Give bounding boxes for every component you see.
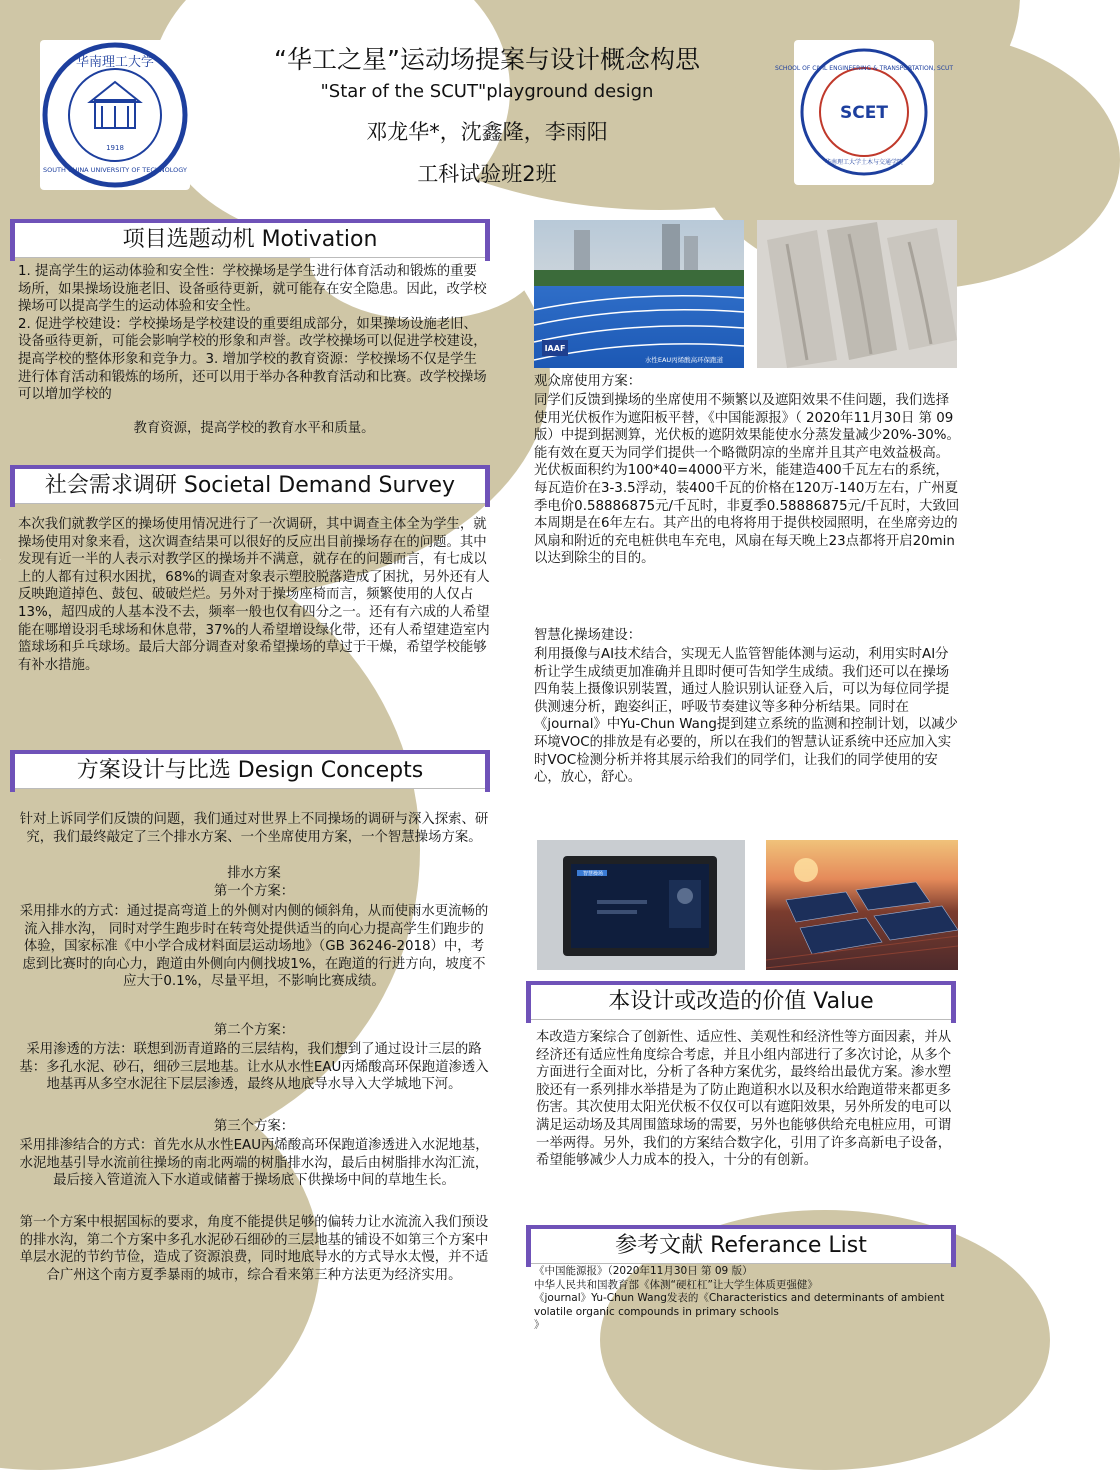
reference-item: 《journal》Yu-Chun Wang发表的《Characteristics and determinants of ambient volatile organic compounds in primary schools: [534, 1292, 945, 1318]
drain-title: 排水方案: [227, 866, 281, 881]
references-heading-text: 参考文献 Referance List: [615, 1233, 867, 1258]
heading-accent-left: [526, 1225, 531, 1267]
scet-emblem-icon: [774, 40, 954, 185]
heading-accent-left: [10, 219, 15, 261]
drainage-channel-photo: [757, 220, 957, 368]
survey-heading-text: 社会需求调研 Societal Demand Survey: [44, 473, 456, 498]
smart-title: 智慧化操场建设：: [534, 628, 642, 643]
solar-panel-icon: [766, 840, 958, 970]
poster-subtitle: "Star of the SCUT"playground design: [320, 81, 654, 102]
poster-title: “华工之星”运动场提案与设计概念构思: [274, 45, 700, 74]
scut-emblem-icon: [40, 40, 190, 190]
svg-text:IAAF: IAAF: [544, 344, 566, 353]
plan3-title: 第三个方案：: [213, 1119, 295, 1134]
plan2-title: 第二个方案：: [213, 1023, 295, 1038]
scut-logo: [40, 40, 190, 190]
value-heading-text: 本设计或改造的价值 Value: [608, 989, 874, 1014]
authors: 邓龙华*，沈鑫隆，李雨阳: [366, 120, 608, 144]
svg-text:SCHOOL OF CIVIL ENGINEERING &: SCHOOL OF CIVIL ENGINEERING & TRANSPORTATION, SCUT: [774, 65, 954, 72]
svg-text:华南理工大学土木与交通学院: 华南理工大学土木与交通学院: [824, 159, 904, 166]
motivation-body-end: 教育资源，提高学校的教育水平和质量。: [133, 421, 375, 436]
heading-accent-right: [485, 219, 490, 261]
design-heading-text: 方案设计与比选 Design Concepts: [76, 758, 424, 783]
track-photo: [534, 220, 744, 368]
smart-kiosk-icon: [537, 840, 745, 970]
survey-body: 本次我们就教学区的操场使用情况进行了一次调研，其中调查主体全为学生，就操场使用对象来看，这次调查结果可以很好的反应出目前操场存在的问题。其中发现有近一半的人表示对教学区的操场并不满意，就存在的问题而言，有七成以上的人都有过积水困扰，68%的调查对象表示塑胶脱落造成了困扰，另外还有人反映跑道掉色、鼓包、破破烂烂。另外对于操场座椅而言，频繁使用的人仅占13%，超四成的人基本没不去，频率一般也仅有四分之一。还有有六成的人希望能在哪增设羽毛球场和休息带，37%的人希望增设绿化带，还有人希望建造室内篮球场和乒乓球场。最后大部分调查对象希望操场的草过于干燥，希望学校能够有补水措施。: [18, 517, 490, 673]
heading-accent-left: [526, 981, 531, 1023]
heading-accent-right: [485, 465, 490, 507]
solar-panel-photo: [766, 840, 958, 970]
heading-accent-right: [951, 981, 956, 1023]
svg-text:水性EAU丙烯酸高环保跑道: 水性EAU丙烯酸高环保跑道: [644, 356, 724, 364]
seating-title: 观众席使用方案：: [534, 374, 642, 389]
motivation-heading-text: 项目选题动机 Motivation: [122, 227, 378, 252]
svg-text:智慧操场: 智慧操场: [582, 871, 604, 877]
reference-item: 》: [534, 1319, 545, 1331]
motivation-heading: [10, 222, 490, 258]
svg-text:华南理工大学: 华南理工大学: [75, 55, 155, 70]
svg-text:SCET: SCET: [840, 103, 888, 123]
reference-item: 《中国能源报》（2020年11月30日 第 09 版）: [534, 1265, 753, 1277]
reference-list: [534, 1265, 954, 1333]
value-body: 本改造方案综合了创新性、适应性、美观性和经济性等方面因素，并从经济还有适应性角度综合考虑，并且小组内部进行了多次讨论，从多个方面进行全面对比，分析了各种方案优劣，最终给出最优方案。渗水塑胶还有一系列排水举措是为了防止跑道积水以及积水给跑道带来都更多伤害。其次使用太阳光伏板不仅仅可以有遮阳效果，另外所发的电可以满足运动场及其周围篮球场的需要，另外也能够供给充电桩应用，可谓一举两得。另外，我们的方案结合数字化，引用了许多高新电子设备，希望能够减少人力成本的投入，十分的有创新。: [536, 1030, 952, 1169]
drain-channel-icon: [757, 220, 957, 368]
value-heading: [526, 984, 956, 1020]
smart-body: 利用摄像与AI技术结合，实现无人监管智能体测与运动，利用实时AI分析让学生成绩更加准确并且即时便可告知学生成绩。我们还可以在操场四角装上摄像识别装置，通过人脸识别认证登入后，可以为每位同学提供测速分析，跑姿纠正，呼吸节奏建议等多种分析结果。同时在《journal》中Yu-Chun Wang提到建立系统的监测和控制计划，以减少环境VOC的排放是有必要的，所以在我们的智慧认证系统中还应加入实时VOC检测分析并将其展示给我们的同学们，让我们的同学使用的安心，放心，舒心。: [534, 647, 958, 786]
plan1-title: 第一个方案：: [213, 884, 295, 899]
design-heading: [10, 753, 490, 789]
plan-comparison: 第一个方案中根据国标的要求，角度不能提供足够的偏转力让水流流入我们预设的排水沟，第二个方案中多孔水泥砂石细砂的三层地基的铺设不如第三个方案中单层水泥的节约节俭，造成了资源浪费，同时地底导水的方式导水太慢，并不适合广州这个南方夏季暴雨的城市，综合看来第三种方法更为经济实用。: [19, 1215, 489, 1283]
running-track-icon: [534, 220, 744, 368]
survey-heading: [10, 468, 490, 504]
heading-accent-left: [10, 750, 15, 792]
class-name: 工科试验班2班: [417, 162, 557, 186]
plan3-body: 采用排渗结合的方式：首先水从水性EAU丙烯酸高环保跑道渗透进入水泥地基，水泥地基引导水流前往操场的南北两端的树脂排水沟，最后由树脂排水沟汇流，最后接入管道流入下水道或储蓄于操场底下供操场中间的草地生长。: [19, 1138, 489, 1189]
heading-accent-right: [485, 750, 490, 792]
heading-accent-right: [951, 1225, 956, 1267]
svg-text:1918: 1918: [106, 144, 124, 152]
seating-body: 同学们反馈到操场的坐席使用不频繁以及遮阳效果不佳问题，我们选择使用光伏板作为遮阳板平替，《中国能源报》（ 2020年11月30日 第 09 版）中提到据测算，光伏板的遮阴效果能使水分蒸发量减少20%-30%。能有效在夏天为同学们提供一个略微阴凉的坐席并且其产电效益极高。光伏板面积约为100*40=4000平方米，能建造400千瓦左右的系统，每瓦造价在3-3.5浮动，装400千瓦的价格在120万-140万左右，广州夏季电价0.58886875元/千瓦时，非夏季0.58886875元/千瓦时，大致回本周期是在6年左右。其产出的电将将用于提供校园照明，在坐席旁边的风扇和附近的充电桩供电车充电，风扇在每天晚上23点都将开启20min以达到除尘的目的。: [534, 393, 960, 567]
plan2-body: 采用渗透的方法：联想到沥青道路的三层结构，我们想到了通过设计三层的路基：多孔水泥、砂石，细砂三层地基。让水从水性EAU丙烯酸高环保跑道渗透入地基再从多空水泥往下层层渗透，最终从地底导水导入大学城地下河。: [19, 1042, 489, 1093]
references-heading: [526, 1228, 956, 1264]
heading-accent-left: [10, 465, 15, 507]
svg-text:SOUTH CHINA UNIVERSITY OF TECH: SOUTH CHINA UNIVERSITY OF TECHNOLOGY: [43, 166, 187, 174]
design-intro: 针对上诉同学们反馈的问题，我们通过对世界上不同操场的调研与深入探索、研究，我们最终敲定了三个排水方案、一个坐席使用方案，一个智慧操场方案。: [19, 812, 489, 845]
scet-logo: [774, 40, 954, 185]
plan1-body: 采用排水的方式：通过提高弯道上的外侧对内侧的倾斜角，从而使雨水更流畅的流入排水沟， 同时对学生跑步时在转弯处提供适当的向心力提高学生们跑步的体验，国家标准《中小学合成材料面层运动场地》（GB 36246-2018）中，考虑到比赛时的向心力，跑道由外侧向内侧找坡1%，在跑道的行进方向，坡度不应大于0.1%，尽量平坦，不影响比赛成绩。: [19, 904, 489, 990]
smart-screen-photo: [537, 840, 745, 970]
motivation-body: 1. 提高学生的运动体验和安全性：学校操场是学生进行体育活动和锻炼的重要场所，如果操场设施老旧、设备亟待更新，就可能存在安全隐患。因此，改学校操场可以提高学生的运动体验和安全性。 2. 促进学校建设：学校操场是学校建设的重要组成部分，如果操场设施老旧、设备亟待更新，可能会影响学校的形象和声誉。改学校操场可以促进学校建设，提高学校的整体形象和竞争力。3. 增加学校的教育资源：学校操场不仅是学生进行体育活动和锻炼的场所，还可以用于举办各种教育活动和比赛。改学校操场可以增加学校的: [18, 264, 487, 403]
reference-item: 中华人民共和国教育部《体测“硬杠杠”让大学生体质更强健》: [534, 1278, 818, 1291]
